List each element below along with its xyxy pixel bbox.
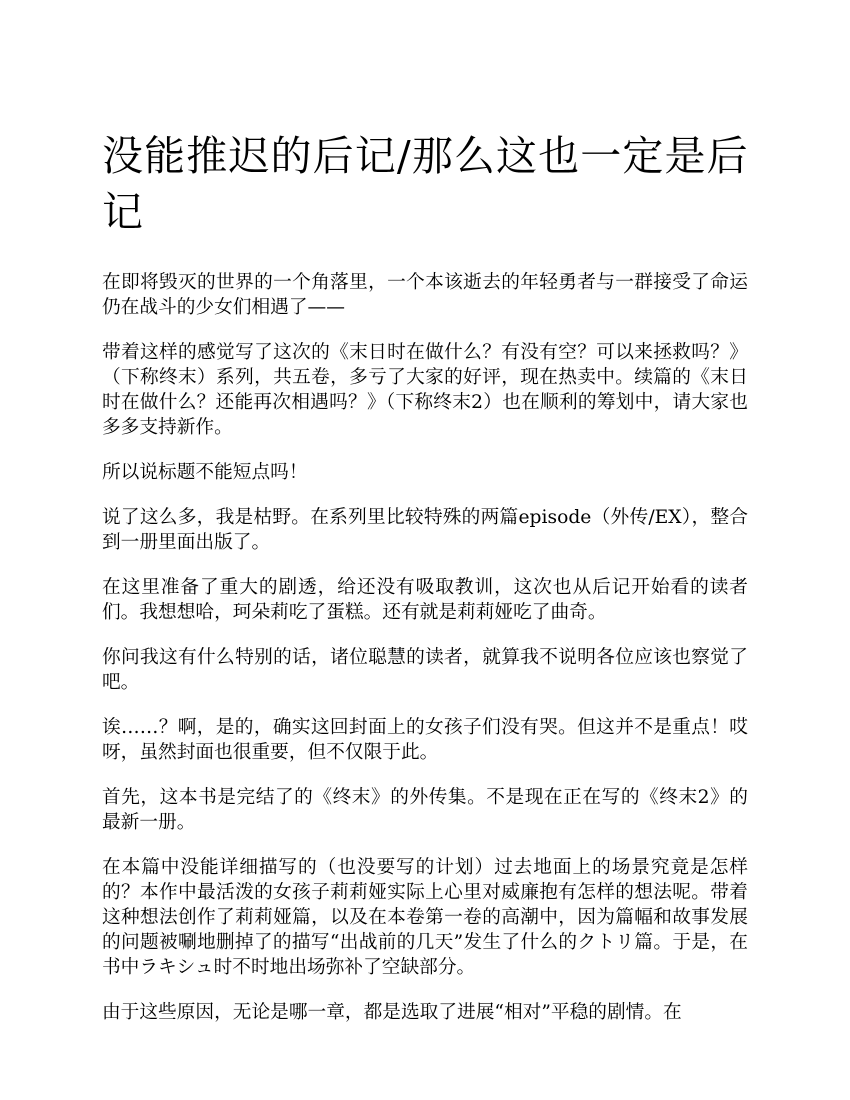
paragraph-9: 在本篇中没能详细描写的（也没要写的计划）过去地面上的场景究竟是怎样的？本作中最活泼的女孩子莉莉娅实际上心里对威廉抱有怎样的想法呢。带着这种想法创作了莉莉娅篇，以及在本卷第一卷的高潮中，因为篇幅和故事发展的问题被唰地删掉了的描写“出战前的几天”发生了什么的クトリ篇。于是，在书中ラキシュ时不时地出场弥补了空缺部分。: [102, 857, 748, 978]
paragraph-8: 首先，这本书是完结了的《终末》的外传集。不是现在正在写的《终末2》的最新一册。: [102, 787, 748, 833]
paragraph-1: 在即将毁灭的世界的一个角落里，一个本该逝去的年轻勇者与一群接受了命运仍在战斗的少女们相遇了——: [102, 272, 748, 318]
paragraph-3: 所以说标题不能短点吗！: [102, 462, 308, 483]
paragraph-4: 说了这么多，我是枯野。在系列里比较特殊的两篇episode（外传/EX），整合到一册里面出版了。: [102, 507, 748, 553]
paragraph-6: 你问我这有什么特别的话，诸位聪慧的读者，就算我不说明各位应该也察觉了吧。: [102, 647, 748, 693]
document-title: 没能推迟的后记/那么这也一定是后记: [102, 132, 748, 236]
paragraph-5: 在这里准备了重大的剧透，给还没有吸取教训，这次也从后记开始看的读者们。我想想哈，珂朵莉吃了蛋糕。还有就是莉莉娅吃了曲奇。: [102, 577, 748, 623]
document-page: [102, 128, 748, 1045]
paragraph-7: 诶……？啊，是的，确实这回封面上的女孩子们没有哭。但这并不是重点！哎呀，虽然封面也很重要，但不仅限于此。: [102, 717, 748, 763]
paragraph-2: 带着这样的感觉写了这次的《末日时在做什么？有没有空？可以来拯救吗？》（下称终末）系列，共五卷，多亏了大家的好评，现在热卖中。续篇的《末日时在做什么？还能再次相遇吗？》（下称终末2）也在顺利的筹划中，请大家也多多支持新作。: [102, 342, 748, 438]
paragraph-10: 由于这些原因，无论是哪一章，都是选取了进展“相对”平稳的剧情。在: [102, 1002, 682, 1023]
